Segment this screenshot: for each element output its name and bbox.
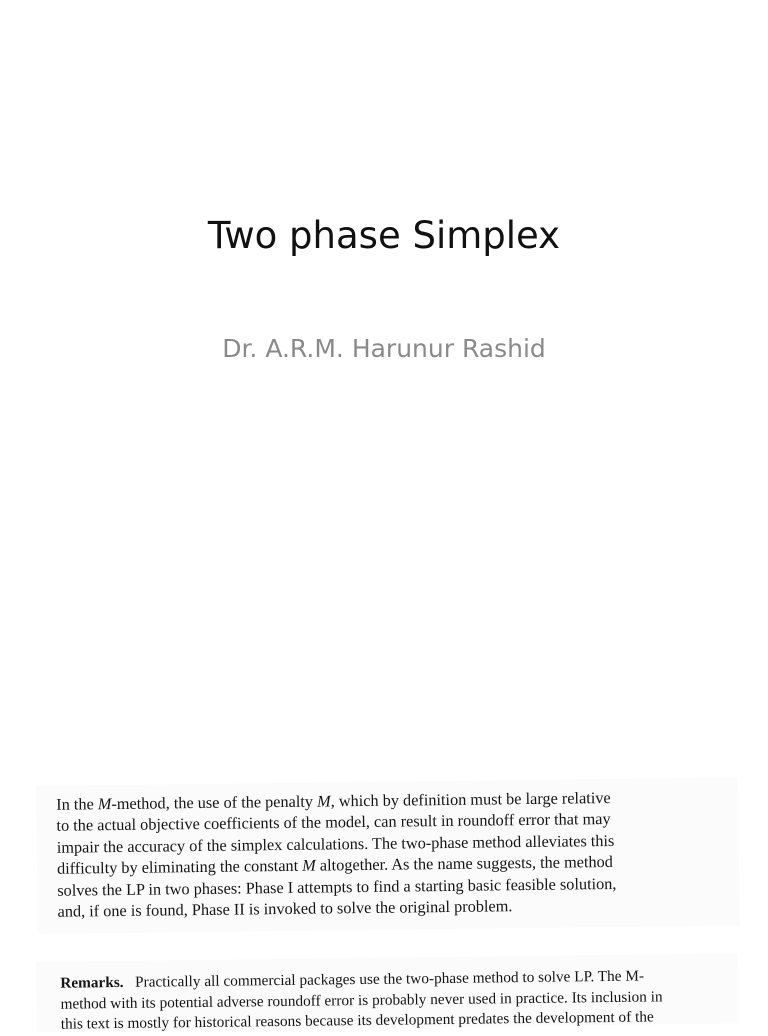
- scan-line-3: impair the accuracy of the simplex calculations. The two-phase method alleviates this: [56, 830, 615, 857]
- scan-line-5: solves the LP in two phases: Phase I attempts to find a starting basic feasible solution,: [57, 873, 617, 900]
- remarks-line-2: method with its potential adverse roundoff error is probably never used in practice. Its inclusion in: [60, 987, 663, 1013]
- scan-line-1: In the M-method, the use of the penalty M, which by definition must be large relative: [56, 787, 611, 814]
- remarks-line-1: Remarks. Practically all commercial packages use the two-phase method to solve LP. The M-: [60, 967, 645, 992]
- scan-line-6: and, if one is found, Phase II is invoked to solve the original problem.: [57, 896, 513, 921]
- remarks-line-3: this text is mostly for historical reasons because its development predates the development of the: [60, 1008, 654, 1033]
- remarks-label: Remarks.: [60, 973, 124, 992]
- scan-line-2: to the actual objective coefficients of the model, can result in roundoff error that may: [56, 809, 611, 836]
- scan-line-4: difficulty by eliminating the constant M altogether. As the name suggests, the method: [56, 852, 613, 878]
- scanned-paragraph: [36, 777, 740, 934]
- scanned-remarks: [36, 953, 739, 1032]
- slide-subtitle: Dr. A.R.M. Harunur Rashid: [222, 334, 546, 363]
- slide-title: Two phase Simplex: [207, 214, 561, 257]
